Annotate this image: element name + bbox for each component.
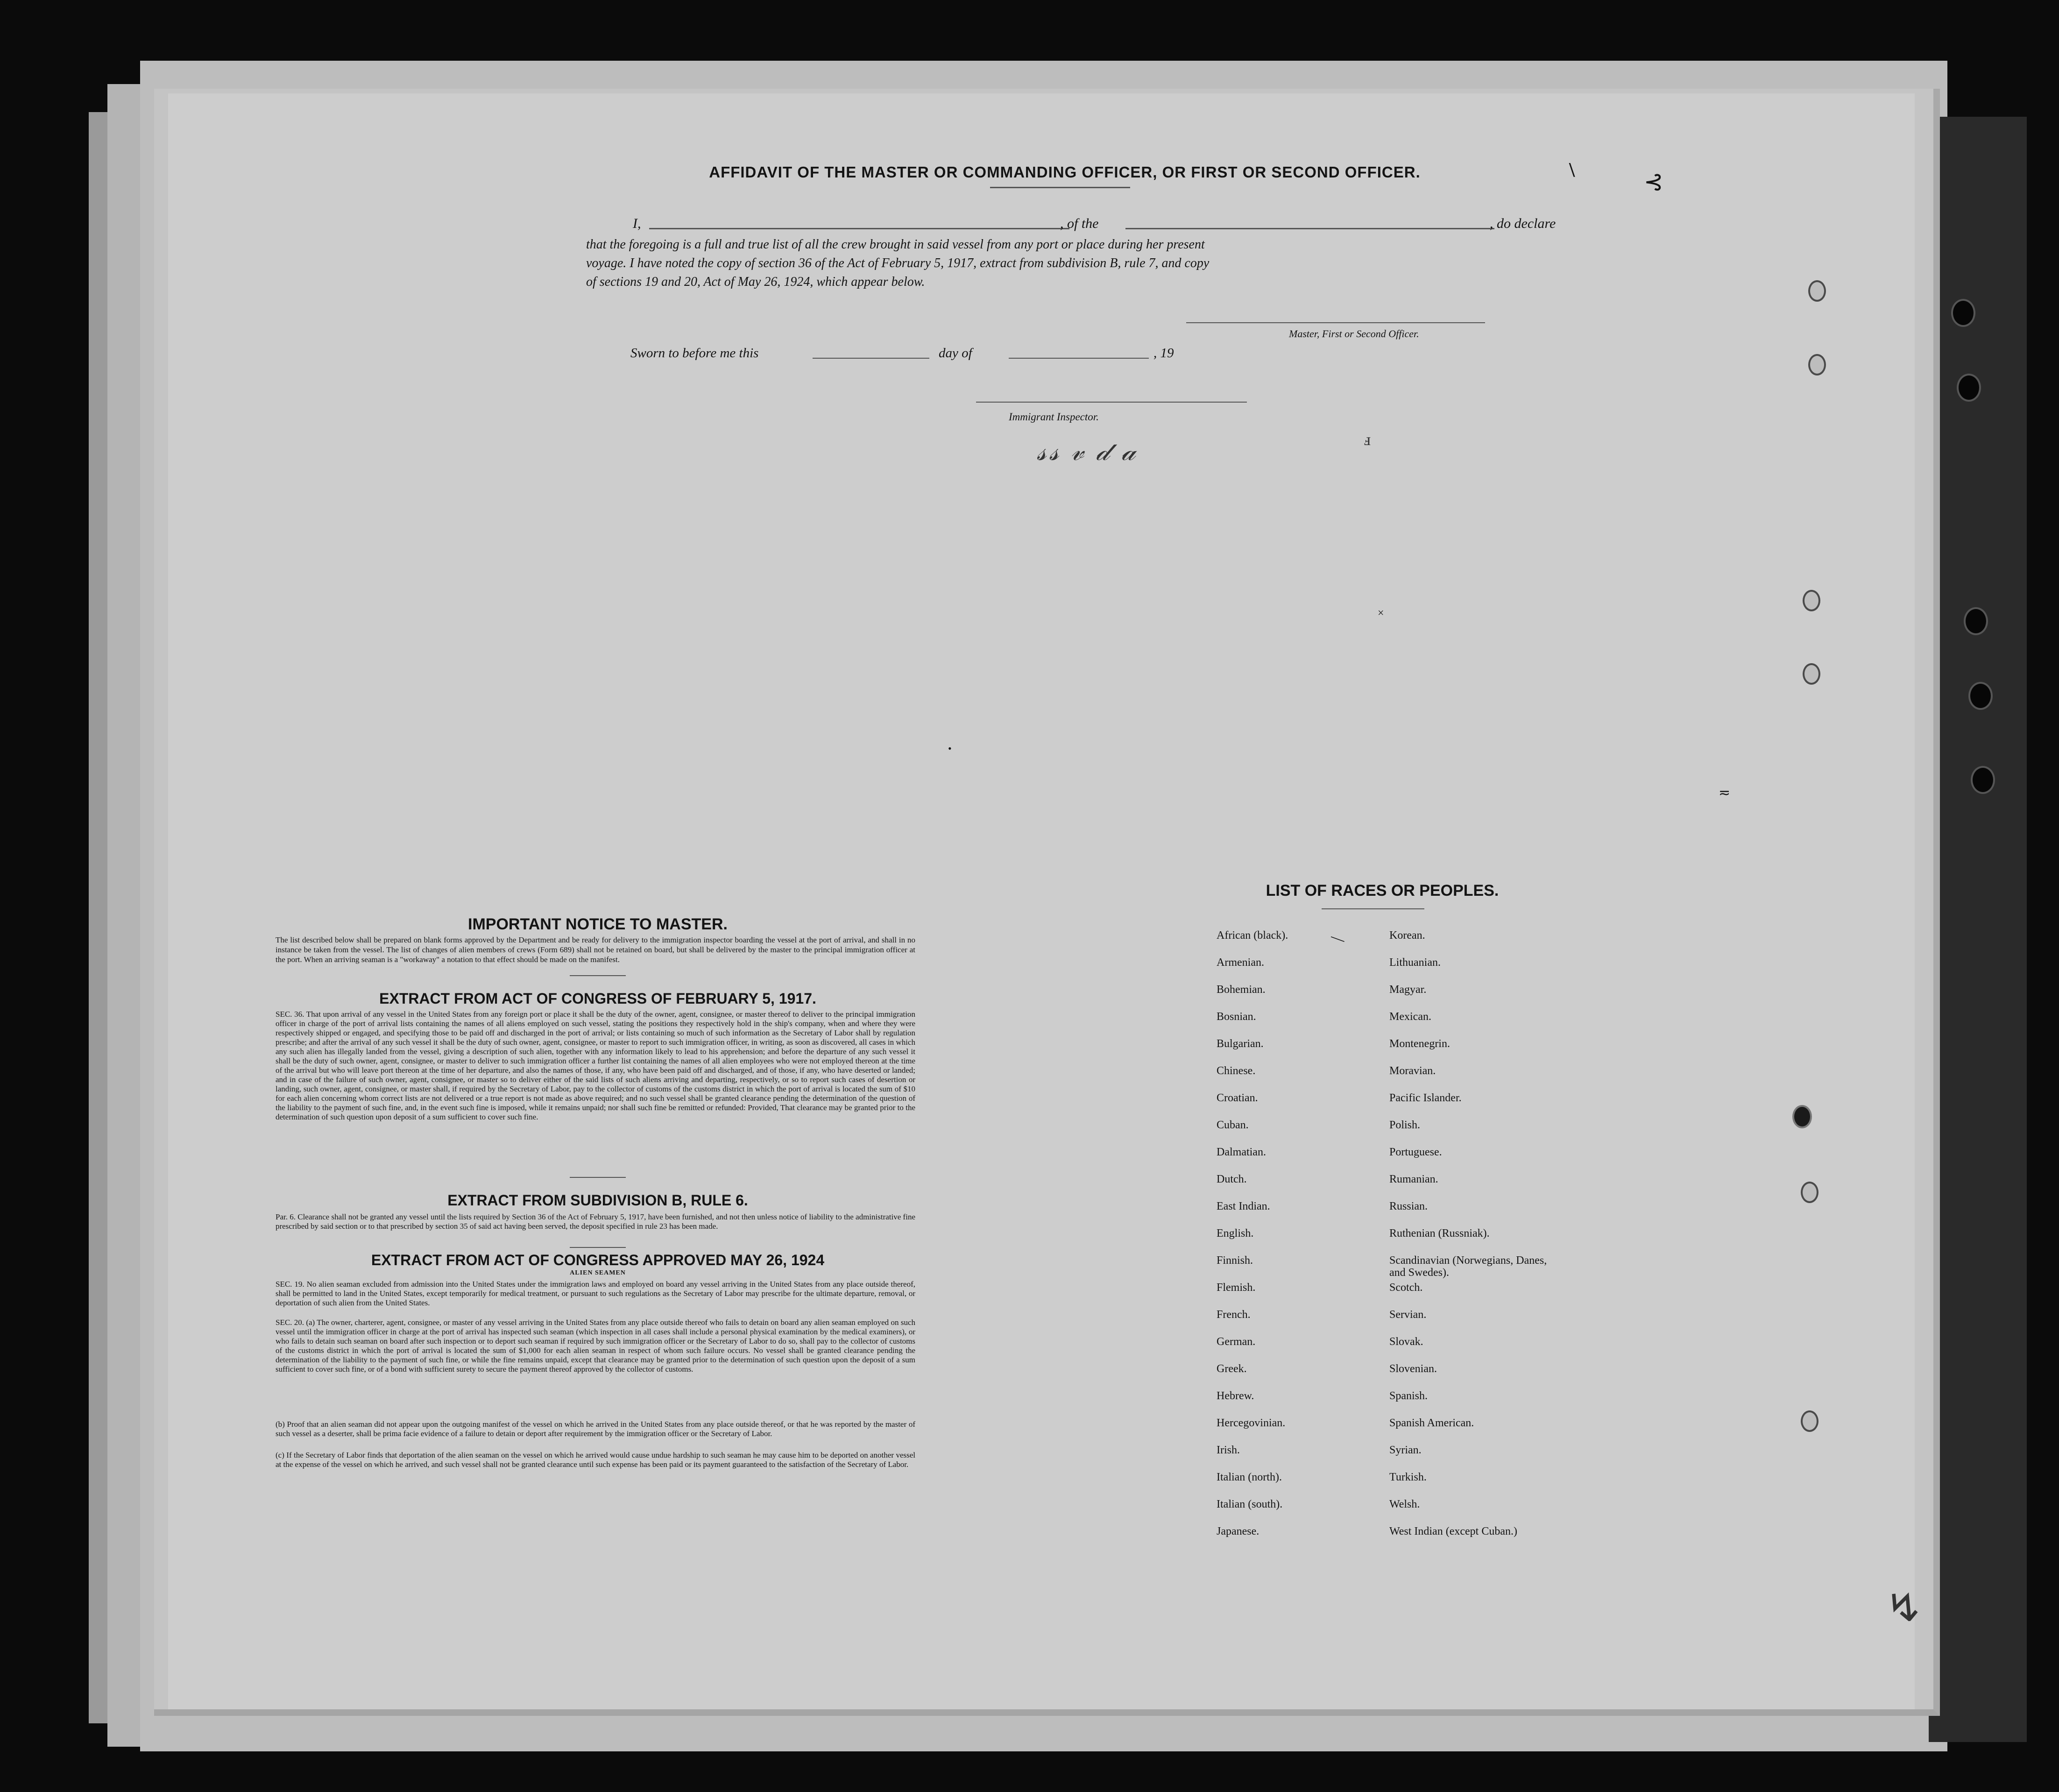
punch-hole [1808, 354, 1826, 375]
notice-title: IMPORTANT NOTICE TO MASTER. [468, 915, 728, 933]
race-right: Syrian. [1389, 1444, 1422, 1456]
affidavit-body-line3: of sections 19 and 20, Act of May 26, 1924, which appear below. [586, 275, 925, 289]
speck: • [948, 743, 952, 754]
race-left: Irish. [1217, 1444, 1240, 1456]
divider [570, 1177, 626, 1178]
races-title: LIST OF RACES OR PEOPLES. [1266, 882, 1499, 900]
extract-1924-title: EXTRACT FROM ACT OF CONGRESS APPROVED MAY 26, 1924 [371, 1252, 825, 1268]
race-left: Italian (north). [1217, 1471, 1282, 1483]
extract-rule6-title: EXTRACT FROM SUBDIVISION B, RULE 6. [447, 1192, 748, 1209]
race-left: Bohemian. [1217, 984, 1266, 996]
race-left: Finnish. [1217, 1254, 1253, 1267]
extract-1924-sec20c: (c) If the Secretary of Labor finds that deportation of the alien seaman on the vessel on which he arrived would cause undue hardship to such seaman he may cause him to be deported on another vessel at the expense of the vessel on which he arrived, and such vessel shall not be granted clearance until such expense has been paid or its payment guaranteed to the satisfaction of the Secretary of Labor. [276, 1451, 915, 1469]
extract-1924-sec20b: (b) Proof that an alien seaman did not appear upon the outgoing manifest of the vessel on which he arrived in the United States from any place outside thereof, or that he was reported by the master of such vessel as a deserter, shall be prima facie evidence of a failure to detain or deport after requirement by the immigration officer or the Secretary of Labor. [276, 1420, 915, 1438]
day-line [813, 358, 929, 359]
race-left: Croatian. [1217, 1092, 1258, 1104]
divider [1322, 908, 1424, 909]
binder-hole [1957, 374, 1981, 402]
page-number-mark: ↯ [1881, 1581, 1928, 1636]
race-left: Flemish. [1217, 1282, 1256, 1294]
handwritten-signature: 𝓈𝓈 𝓋 𝒹 𝒶 [1037, 437, 1139, 466]
race-right: Pacific Islander. [1389, 1092, 1462, 1104]
extract-1924-sec19: SEC. 19. No alien seaman excluded from admission into the United States under the immigration laws and employed on board any vessel arriving in the United States from any place outside thereof, shall be permitted to land in the United States, except temporarily for medical treatment, or pursuant to such regulations as the Secretary of Labor may prescribe for the ultimate departure, removal, or deportation of such alien from the United States. [276, 1280, 915, 1307]
punch-hole [1801, 1410, 1818, 1432]
pen-mark: ⊰ [1644, 169, 1663, 195]
binder-strip [1929, 117, 2027, 1742]
document-page [168, 93, 1915, 1709]
race-left: African (black). [1217, 929, 1288, 942]
punch-hole [1792, 1105, 1812, 1128]
race-right: West Indian (except Cuban.) [1389, 1525, 1517, 1537]
race-right: Turkish. [1389, 1471, 1427, 1483]
month-line [1009, 358, 1149, 359]
race-right: Moravian. [1389, 1065, 1436, 1077]
divider [570, 1247, 626, 1248]
race-right: Rumanian. [1389, 1173, 1438, 1185]
race-right: Welsh. [1389, 1498, 1420, 1510]
divider [570, 975, 626, 976]
race-right: Montenegrin. [1389, 1038, 1450, 1050]
race-right: Spanish. [1389, 1390, 1428, 1402]
binder-hole [1968, 682, 1993, 710]
pen-mark: \ [1569, 158, 1575, 181]
divider [990, 187, 1130, 188]
notice-text: The list described below shall be prepared on blank forms approved by the Department and be ready for delivery to the immigration inspector boarding the vessel at the port of arrival, and shall in no instance be taken from the vessel. The list of changes of alien members of crews (Form 689) shall not be retained on board, but shall be delivered by the master to the principal immigration officer at the port. When an arriving seaman is a "workaway" a notation to that effect should be made on the manifest. [276, 935, 915, 964]
race-left: Armenian. [1217, 956, 1264, 969]
race-left: Chinese. [1217, 1065, 1256, 1077]
of-the-label: , of the [1060, 216, 1099, 231]
speck: × [1378, 607, 1384, 619]
affidavit-body-line1: that the foregoing is a full and true list of all the crew brought in said vessel from any port or place during her present [586, 237, 1205, 252]
extract-1924-sec20a: SEC. 20. (a) The owner, charterer, agent, consignee, or master of any vessel arriving in the United States from any place outside thereof who fails to detain on board any alien seaman employed on such vessel until the immigration officer in charge at the port of arrival has inspected such seaman (which inspection in all cases shall include a personal physical examination by the medical examiners), or who fails to detain such seaman on board after such inspection or to deport such seaman if required by such immigration officer or the Secretary of Labor to do so, shall pay to the collector of customs of the customs district in which the port of arrival is located the sum of $1,000 for each alien seaman in respect of whom such failure occurs. No vessel shall be granted clearance pending the determination of the liability to the payment of such fine, or while the fine remains unpaid, except that clearance may be granted prior to the determination of such question upon the deposit of a sum sufficient to cover such fine, or of a bond with sufficient surety to secure the payment thereof approved by the collector of customs. [276, 1318, 915, 1374]
race-right: Magyar. [1389, 984, 1427, 996]
extract-1917-text: SEC. 36. That upon arrival of any vessel in the United States from any foreign port or place it shall be the duty of the owner, agent, consignee, or master thereof to deliver to the principal immigration officer in charge of the port of arrival lists containing the names of all aliens employed on such vessel, stating the positions they respectively hold in the ship's company, when and where they were respectively shipped or engaged, and specifying those to be paid off and discharged in the port of arrival; or lists containing so much of such information as the Secretary of Labor shall by regulation prescribe; and after the arrival of any such vessel it shall be the duty of such owner, agent, consignee, or master to report to such immigration officer, in writing, as soon as discovered, all cases in which any such alien has illegally landed from the vessel, giving a description of such alien, together with any information likely to lead to his apprehension; and before the departure of any such vessel it shall be the duty of such owner, agent, consignee, or master to deliver to such immigration officer a further list containing the names of all alien employees who were not employed thereon at the time of the arrival but who will leave port thereon at the time of her departure, and also the names of those, if any, who have been paid off and discharged, and of those, if any, who have deserted or landed; and in case of the failure of such owner, agent, consignee, or master so to deliver either of the said lists of such aliens arriving and departing, respectively, or so to report such cases of desertion or landing, such owner, agent, consignee, or master shall, if required by the Secretary of Labor, pay to the collector of customs of the customs district in which the port of arrival is located the sum of $10 for each alien concerning whom correct lists are not delivered or a true report is not made as above required; and no such vessel shall be granted clearance pending the determination of the question of the liability to the payment of such fine, and, in the event such fine is imposed, while it remains unpaid; nor shall such fine be remitted or refunded: Provided, That clearance may be granted prior to the determination of such question upon deposit of a sum sufficient to cover such fine. [276, 1010, 915, 1121]
race-right: Ruthenian (Russniak). [1389, 1227, 1490, 1240]
vessel-line [1125, 228, 1494, 229]
signature-caption: Master, First or Second Officer. [1289, 328, 1419, 340]
race-right: Slovak. [1389, 1336, 1423, 1348]
race-left: Greek. [1217, 1363, 1247, 1375]
race-left: Japanese. [1217, 1525, 1259, 1537]
race-right: Korean. [1389, 929, 1425, 942]
punch-hole [1803, 663, 1820, 685]
extract-1924-subtitle: ALIEN SEAMEN [570, 1269, 626, 1276]
affidavit-body-line2: voyage. I have noted the copy of section 36 of the Act of February 5, 1917, extract from subdivision B, rule 7, and copy [586, 256, 1210, 270]
signature-line [1186, 322, 1485, 323]
race-right: Slovenian. [1389, 1363, 1437, 1375]
race-left: Dalmatian. [1217, 1146, 1266, 1158]
affidavit-title: AFFIDAVIT OF THE MASTER OR COMMANDING OFFICER, OR FIRST OR SECOND OFFICER. [709, 163, 1421, 181]
race-left: French. [1217, 1309, 1251, 1321]
race-right: Spanish American. [1389, 1417, 1474, 1429]
race-left: Dutch. [1217, 1173, 1247, 1185]
binder-hole [1951, 299, 1975, 327]
binder-hole [1971, 766, 1995, 794]
extract-1917-title: EXTRACT FROM ACT OF CONGRESS OF FEBRUARY 5, 1917. [379, 990, 816, 1007]
race-left: Italian (south). [1217, 1498, 1283, 1510]
day-of-label: day of [939, 346, 972, 361]
race-left: English. [1217, 1227, 1254, 1240]
do-declare-label: , do declare [1490, 216, 1556, 231]
i-label: I, [633, 216, 641, 231]
speck: ≂ [1719, 785, 1731, 800]
binder-hole [1964, 607, 1988, 635]
race-left: Cuban. [1217, 1119, 1249, 1131]
race-right: Portuguese. [1389, 1146, 1442, 1158]
punch-hole [1801, 1182, 1818, 1203]
race-right: Servian. [1389, 1309, 1427, 1321]
race-right: Mexican. [1389, 1011, 1431, 1023]
race-right: Lithuanian. [1389, 956, 1441, 969]
sworn-label: Sworn to before me this [630, 346, 759, 361]
punch-hole [1808, 280, 1826, 302]
race-right: Scotch. [1389, 1282, 1423, 1294]
race-left: Hebrew. [1217, 1390, 1254, 1402]
race-left: Bosnian. [1217, 1011, 1256, 1023]
extract-rule6-text: Par. 6. Clearance shall not be granted any vessel until the lists required by Section 36 of the Act of February 5, 1917, have been furnished, and not then unless notice of liability to the administrative fine prescribed by said section or to that prescribed by section 35 of said act having been served, the deposit specified in rule 23 has been made. [276, 1212, 915, 1231]
punch-hole [1803, 590, 1820, 611]
race-left: Hercegovinian. [1217, 1417, 1286, 1429]
race-left: German. [1217, 1336, 1256, 1348]
pen-mark: — [1329, 928, 1347, 948]
race-right: Russian. [1389, 1200, 1428, 1212]
inspector-line [976, 402, 1247, 403]
year-label: , 19 [1153, 346, 1174, 361]
race-left: Bulgarian. [1217, 1038, 1264, 1050]
inspector-caption: Immigrant Inspector. [1009, 411, 1099, 423]
pen-mark: ⅎ [1364, 430, 1371, 449]
name-line [649, 228, 1069, 229]
race-right: Scandinavian (Norwegians, Danes, and Swedes). [1389, 1254, 1547, 1279]
race-right: Polish. [1389, 1119, 1421, 1131]
race-left: East Indian. [1217, 1200, 1270, 1212]
